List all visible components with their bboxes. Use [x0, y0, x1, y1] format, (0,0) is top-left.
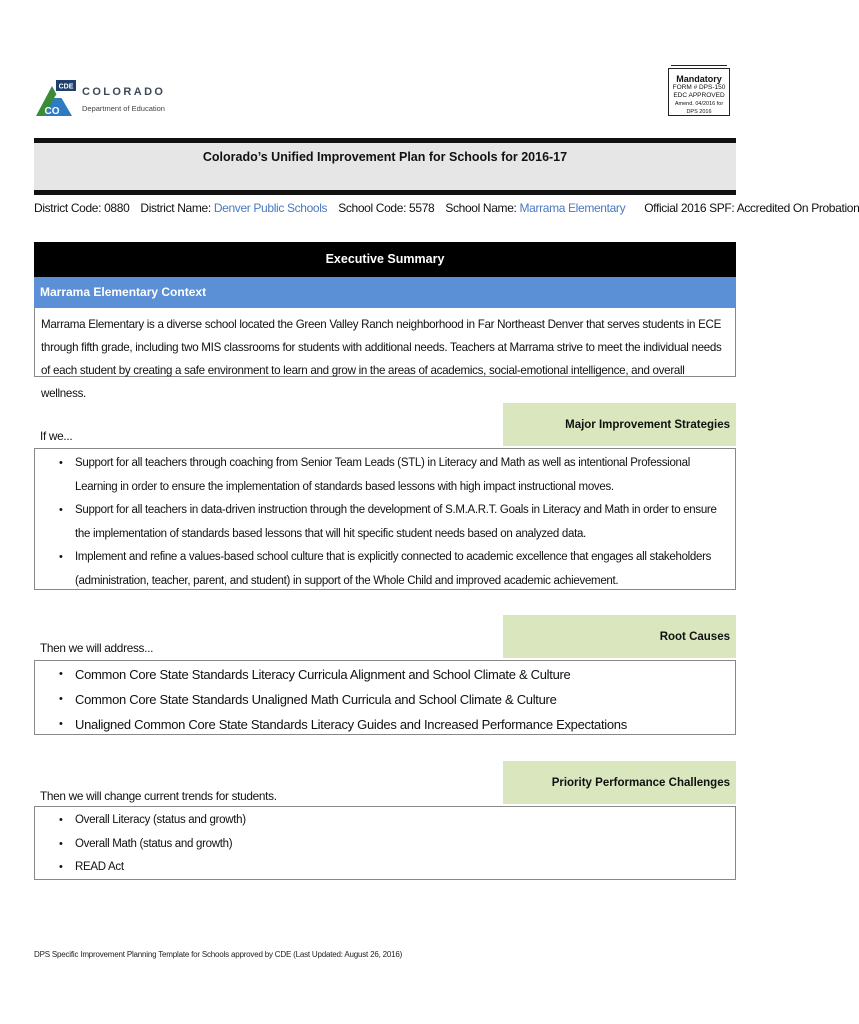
root-causes-box	[34, 660, 736, 735]
challenges-list	[35, 809, 735, 880]
stamp-ornament	[671, 65, 727, 72]
challenges-heading: Priority Performance Challenges	[503, 761, 736, 804]
challenges-lead: Then we will change current trends for students.	[40, 789, 277, 803]
org-department: Department of Education	[82, 104, 165, 113]
list-item: • Overall Literacy (status and growth)	[75, 809, 735, 833]
cde-badge-text: CDE	[58, 83, 74, 91]
list-item: • Implement and refine a values-based school culture that is explicitly connected to academic excellence that engages all stakeholders (administration, teacher, parent, and student) in support of the Whole Child and improved academic achievement.	[75, 546, 723, 593]
strategies-list	[35, 452, 735, 593]
strategies-lead: If we...	[40, 429, 73, 443]
strategies-box	[34, 448, 736, 590]
co-text: CO	[44, 106, 60, 117]
root-causes-heading: Root Causes	[503, 615, 736, 658]
root-causes-list	[35, 662, 735, 737]
org-name: COLORADO	[82, 86, 166, 98]
district-code-label: District Code:	[34, 201, 102, 215]
list-item: • Common Core State Standards Literacy Curricula Alignment and School Climate & Culture	[75, 662, 735, 687]
school-name: Marrama Elementary	[519, 201, 626, 215]
context-heading: Marrama Elementary Context	[34, 277, 736, 307]
district-code: 0880	[104, 201, 130, 215]
list-item: • Support for all teachers in data-driven instruction through the development of S.M.A.R.T. Goals in Literacy and Math in order to ensure the implementation of standards based lessons that will hit specific student needs based on analyzed data.	[75, 499, 723, 546]
spf-rating: Official 2016 SPF: Accredited On Probation	[644, 201, 859, 215]
cde-logo	[34, 78, 82, 118]
stamp-line4: Amend. 04/2016 for DPS 2016	[674, 101, 724, 115]
list-item: • Unaligned Common Core State Standards Literacy Guides and Increased Performance Expectations	[75, 712, 735, 737]
colorado-mountain-icon	[34, 78, 82, 118]
executive-summary-heading: Executive Summary	[34, 242, 736, 277]
challenges-box	[34, 806, 736, 880]
district-name-label: District Name:	[140, 201, 211, 215]
list-item: • Support for all teachers through coaching from Senior Team Leads (STL) in Literacy and Math as well as intentional Professional Learning in order to ensure the implementation of standards based lessons with high impact instructional moves.	[75, 452, 723, 499]
list-item: • Overall Math (status and growth)	[75, 833, 735, 857]
mandatory-stamp	[668, 68, 730, 116]
district-name: Denver Public Schools	[213, 201, 328, 215]
stamp-line1: Mandatory	[676, 74, 722, 84]
footer-note: DPS Specific Improvement Planning Template for Schools approved by CDE (Last Updated: August 26, 2016)	[34, 950, 403, 959]
stamp-line3: EDC APPROVED	[673, 92, 725, 99]
school-code-label: School Code:	[338, 201, 407, 215]
page-title: Colorado’s Unified Improvement Plan for Schools for 2016-17	[202, 150, 568, 164]
root-causes-lead: Then we will address...	[40, 641, 154, 655]
list-item: • Common Core State Standards Unaligned Math Curricula and School Climate & Culture	[75, 687, 735, 712]
school-name-label: School Name:	[445, 201, 517, 215]
title-rule-bottom	[34, 190, 736, 195]
stamp-line2: FORM # DPS-150	[672, 84, 726, 91]
list-item: • READ Act	[75, 856, 735, 880]
strategies-heading: Major Improvement Strategies	[503, 403, 736, 446]
context-text: Marrama Elementary is a diverse school located the Green Valley Ranch neighborhood in Far Northeast Denver that serves students in ECE through fifth grade, including two MIS classrooms for students with additional needs. Teachers at Marrama strive to meet the individual needs of each student by creating a safe environment to learn and grow in the areas of academics, social-emotional intelligence, and overall wellness.	[34, 307, 736, 377]
school-code: 5578	[409, 201, 435, 215]
district-info-line	[34, 201, 859, 215]
